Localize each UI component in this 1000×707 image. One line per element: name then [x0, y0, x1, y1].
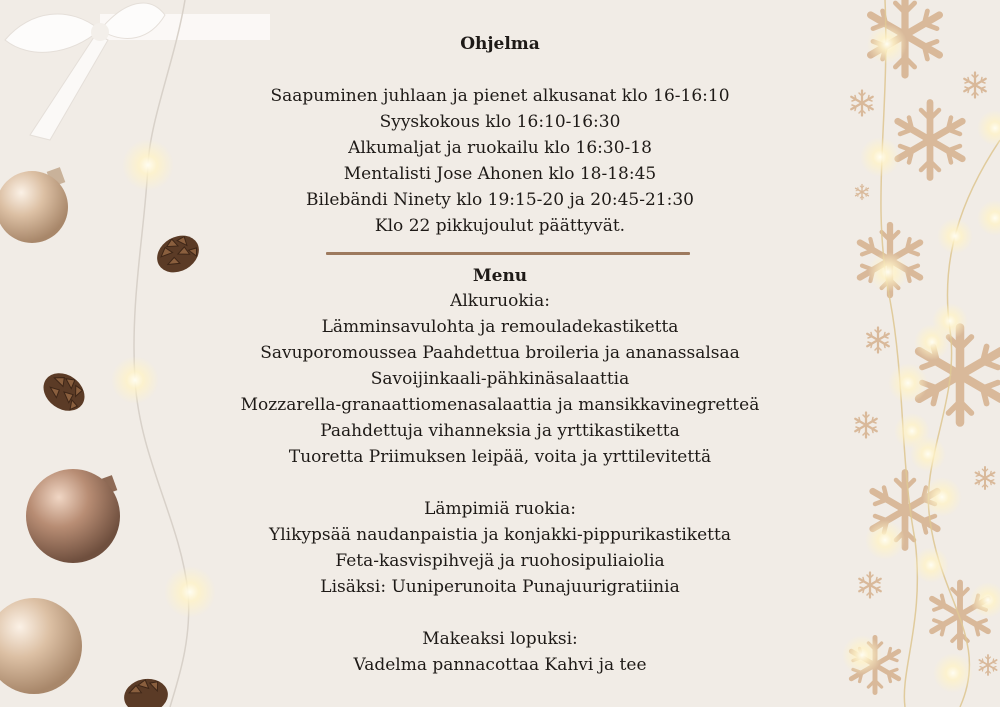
program-item: Alkumaljat ja ruokailu klo 16:30-18: [348, 138, 652, 158]
menu-item: Lisäksi: Uuniperunoita Punajuurigratiinia: [320, 577, 680, 597]
program-item: Bilebändi Ninety klo 19:15-20 ja 20:45-21:30: [306, 190, 694, 210]
menu-item: Lämminsavulohta ja remouladekastiketta: [321, 317, 679, 337]
program-item: Klo 22 pikkujoulut päättyvät.: [374, 216, 626, 236]
ornament-balls: [0, 167, 120, 694]
mains-heading: Lämpimiä ruokia:: [424, 499, 576, 519]
program-title: Ohjelma: [460, 34, 540, 54]
starters-heading: Alkuruokia:: [450, 291, 550, 311]
program-item: Syyskokous klo 16:10-16:30: [379, 112, 621, 132]
menu-item: Savuporomoussea Paahdettua broileria ja ananassalsaa: [260, 343, 740, 363]
menu-item: Mozzarella-granaattiomenasalaattia ja mansikkavinegretteä: [240, 395, 760, 415]
menu-item: Paahdettuja vihanneksia ja yrttikastiketta: [320, 421, 680, 441]
section-divider: [326, 252, 690, 255]
string-lights-right: [842, 24, 1000, 693]
program-item: Saapuminen juhlaan ja pienet alkusanat klo 16-16:10: [270, 86, 730, 106]
menu-title: Menu: [472, 266, 528, 286]
menu-item: Ylikypsää naudanpaistia ja konjakki-pippurikastiketta: [269, 525, 731, 545]
menu-item: Feta-kasvispihvejä ja ruohosipuliaiolia: [335, 551, 665, 571]
menu-item: Savoijinkaali-pähkinäsalaattia: [370, 369, 630, 389]
menu-item: Vadelma pannacottaa Kahvi ja tee: [353, 655, 647, 675]
program-item: Mentalisti Jose Ahonen klo 18-18:45: [343, 164, 657, 184]
dessert-heading: Makeaksi lopuksi:: [422, 629, 578, 649]
menu-item: Tuoretta Priimuksen leipää, voita ja yrttilevitettä: [288, 447, 712, 467]
